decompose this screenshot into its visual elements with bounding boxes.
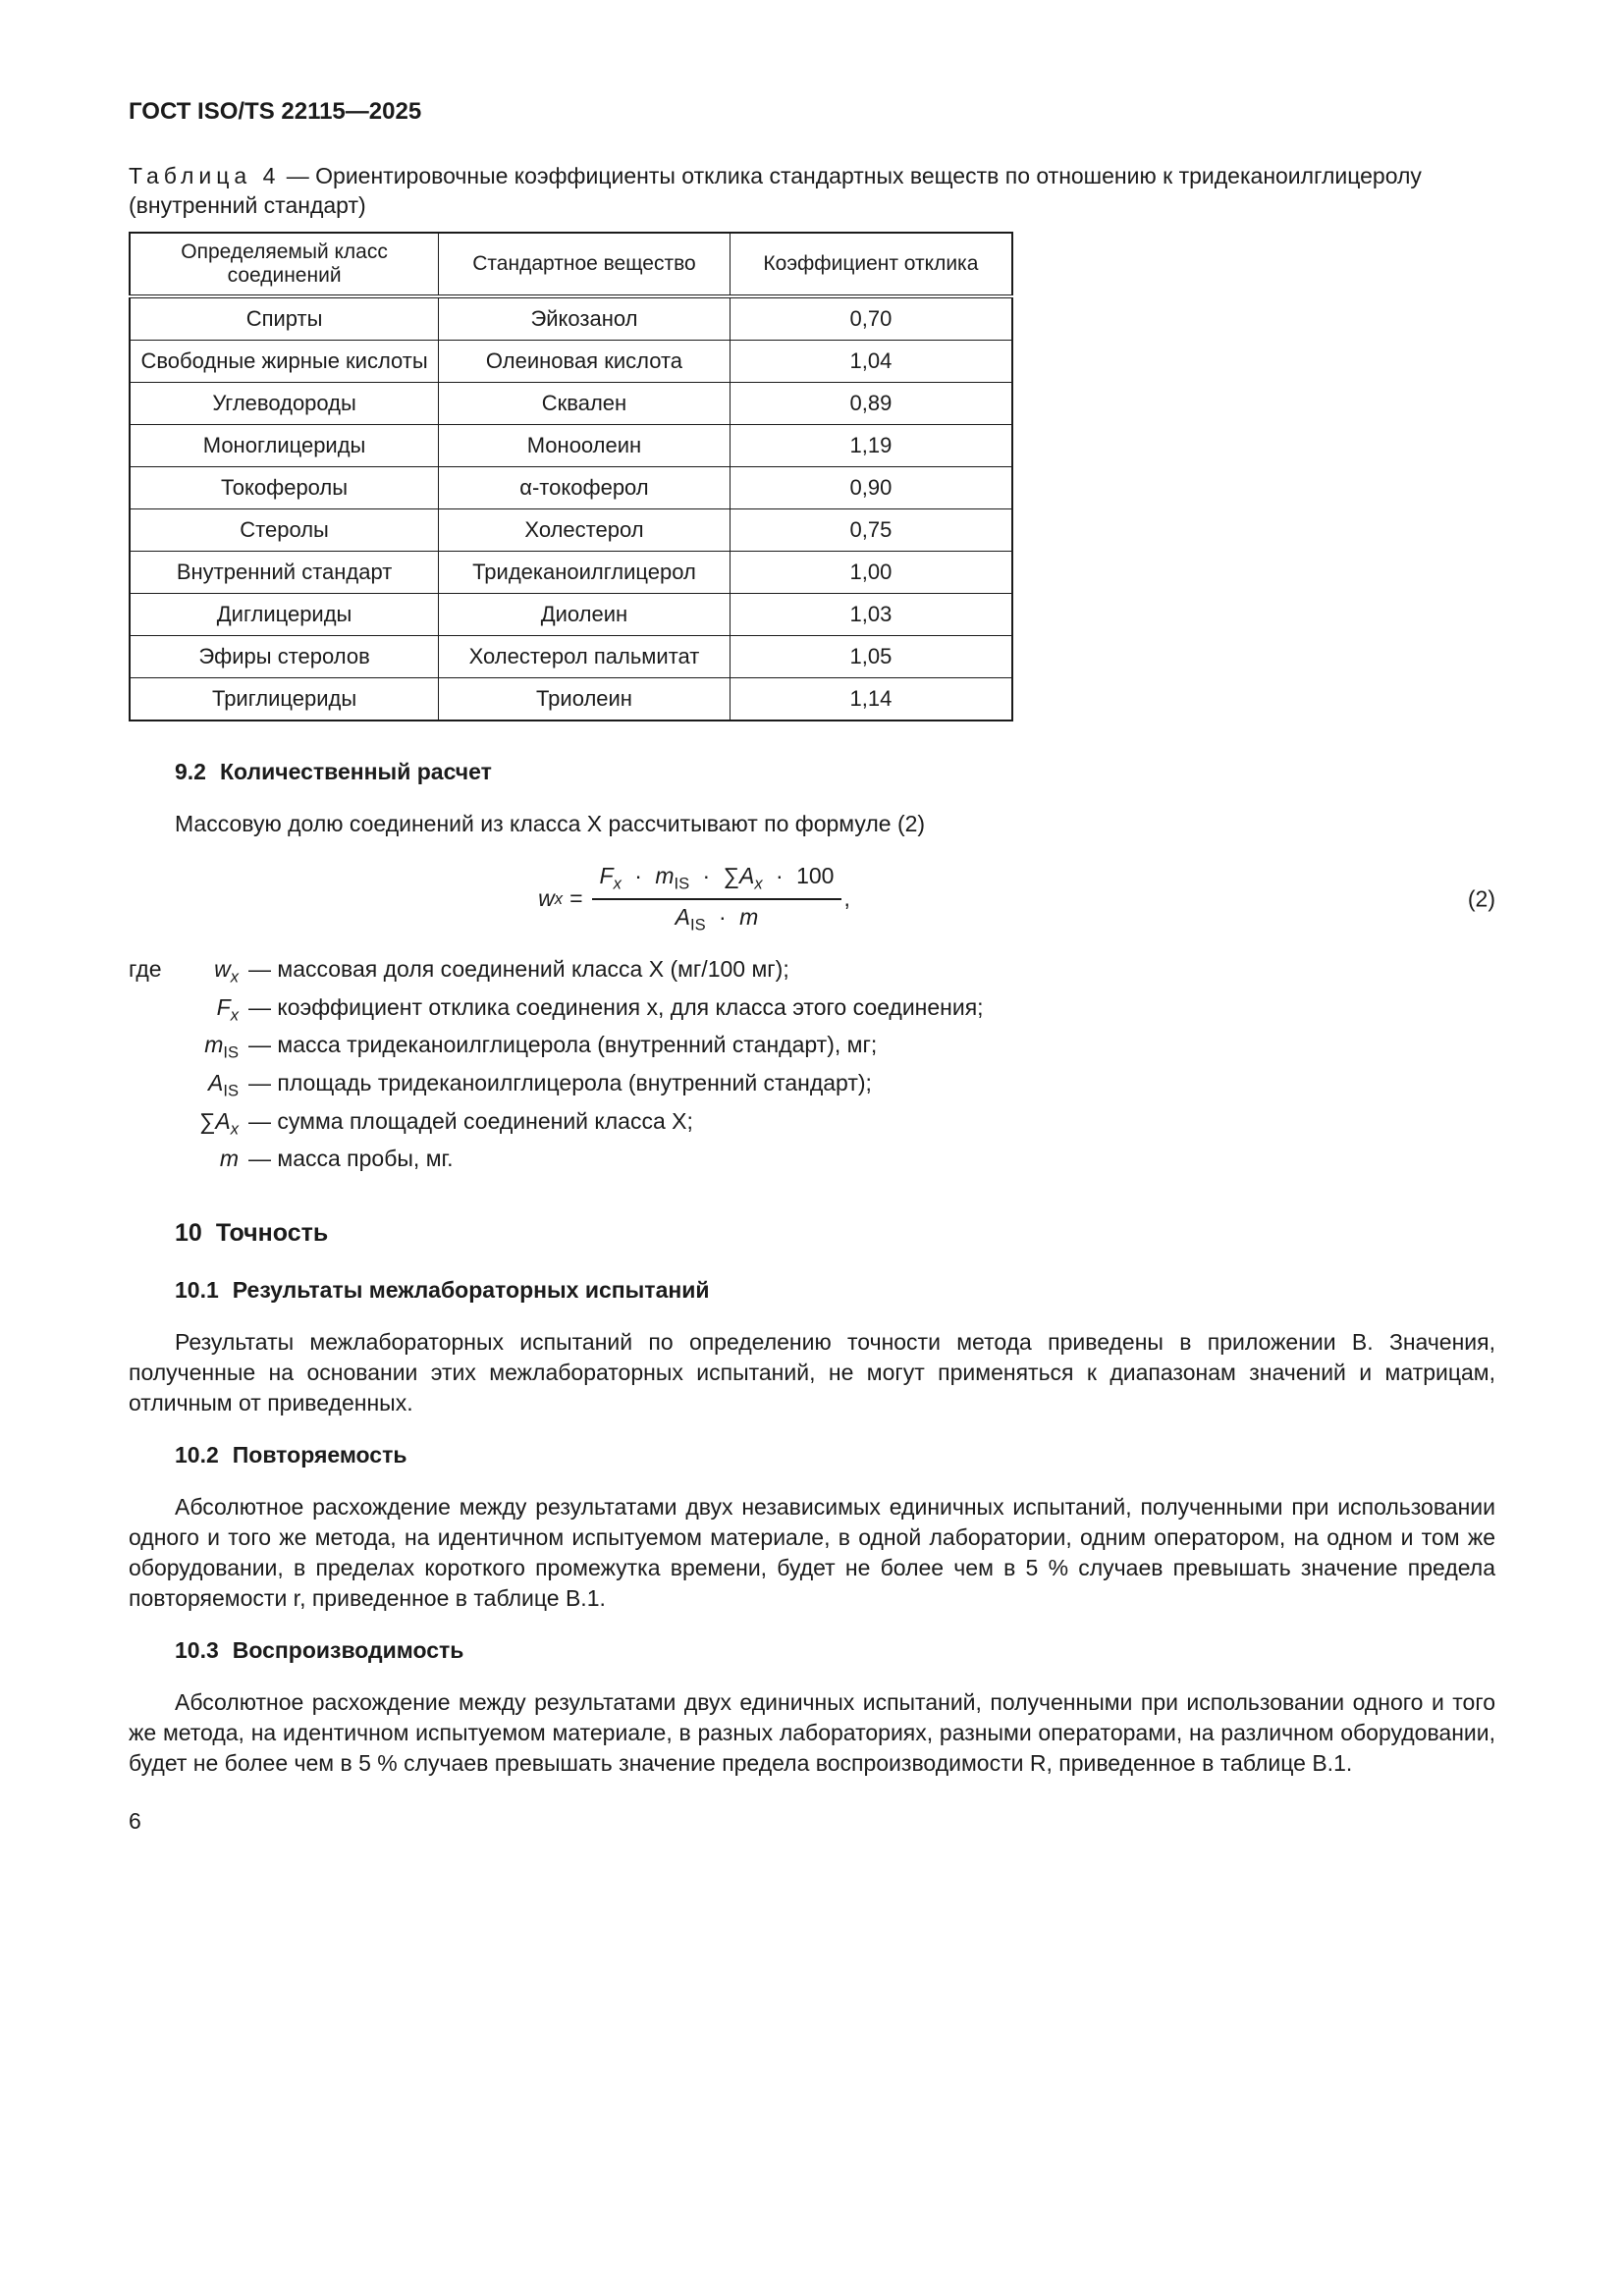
table-cell: Триолеин bbox=[439, 678, 731, 721]
table-caption-label: Таблица 4 bbox=[129, 163, 281, 188]
heading-number: 9.2 bbox=[175, 759, 206, 784]
formula-equals: = bbox=[569, 885, 583, 912]
heading-number: 10.1 bbox=[175, 1276, 219, 1303]
table-row bbox=[130, 594, 1012, 636]
formula-F: F bbox=[599, 863, 614, 888]
definition-text: — сумма площадей соединений класса X; bbox=[248, 1107, 693, 1134]
table-caption bbox=[129, 161, 1495, 220]
definition-row bbox=[129, 992, 1495, 1031]
definition-text: — масса пробы, мг. bbox=[248, 1146, 454, 1172]
heading-text: Повторяемость bbox=[232, 1441, 407, 1468]
definition-lead bbox=[129, 1106, 178, 1145]
definition-row bbox=[129, 1068, 1495, 1106]
table-header-row bbox=[130, 233, 1012, 296]
table-cell: Токоферолы bbox=[130, 467, 439, 509]
table-row bbox=[130, 509, 1012, 552]
formula-numerator bbox=[592, 863, 842, 900]
formula-A: A bbox=[738, 863, 755, 888]
table-cell: Сквален bbox=[439, 383, 731, 425]
table-cell: 1,05 bbox=[730, 636, 1012, 678]
definition-term: $m_{IS}$ bbox=[204, 1032, 239, 1062]
heading-text: Воспроизводимость bbox=[232, 1636, 464, 1663]
table-cell: Внутренний стандарт bbox=[130, 552, 439, 594]
definition-lead bbox=[129, 992, 178, 1031]
table-cell: Спирты bbox=[130, 296, 439, 341]
formula-F-sub: x bbox=[613, 874, 622, 893]
formula-expression bbox=[11, 863, 1378, 934]
heading-10-2 bbox=[129, 1442, 1495, 1468]
definition-row bbox=[129, 954, 1495, 992]
heading-number: 10 bbox=[175, 1218, 202, 1247]
formula-sigma: ∑ bbox=[723, 863, 739, 888]
paragraph-10-3: Абсолютное расхождение между результатами двух единичных испытаний, полученными при использовании одного и того же метода, на идентичном испытуемом материале, в разных лабораториях, разными операторами, на различном оборудовании, будет не более чем в 5 % случаев превышать значение предела воспроизводимости R, приведенное в таблице В.1. bbox=[129, 1688, 1495, 1776]
paragraph-10-1: Результаты межлабораторных испытаний по определению точности метода приведены в приложении В. Значения, полученные на основании этих межлабораторных испытаний, не могут применяться к диапазонам значений и матрицам, отличным от приведенных. bbox=[129, 1328, 1495, 1415]
formula-A-sub: x bbox=[754, 874, 763, 893]
table-row bbox=[130, 678, 1012, 721]
formula-2 bbox=[129, 863, 1495, 934]
heading-9-2 bbox=[129, 759, 1495, 785]
definition-lead bbox=[129, 1068, 178, 1106]
formula-comma: , bbox=[843, 885, 850, 912]
definition-term: $\sum A_x$ bbox=[198, 1107, 239, 1139]
table-cell: 1,19 bbox=[730, 425, 1012, 467]
table-row bbox=[130, 467, 1012, 509]
definition-term: $F_x$ bbox=[216, 993, 239, 1025]
table-row bbox=[130, 425, 1012, 467]
column-header-substance: Стандартное вещество bbox=[439, 233, 731, 296]
column-header-coefficient: Коэффициент отклика bbox=[730, 233, 1012, 296]
definition-lead bbox=[129, 1030, 178, 1068]
table-cell: Диолеин bbox=[439, 594, 731, 636]
table-cell: Углеводороды bbox=[130, 383, 439, 425]
formula-number: (2) bbox=[1467, 885, 1495, 912]
formula-definitions bbox=[129, 954, 1495, 1182]
definition-term: $w_x$ bbox=[214, 956, 239, 987]
formula-dot: · bbox=[776, 863, 784, 888]
formula-A-is: A bbox=[675, 903, 691, 930]
heading-10-3 bbox=[129, 1637, 1495, 1664]
table-cell: 1,03 bbox=[730, 594, 1012, 636]
table-cell: 0,90 bbox=[730, 467, 1012, 509]
table-row bbox=[130, 296, 1012, 341]
heading-number: 10.3 bbox=[175, 1636, 219, 1663]
table-cell: Холестерол пальмитат bbox=[439, 636, 731, 678]
table-cell: Тридеканоилглицерол bbox=[439, 552, 731, 594]
definition-row bbox=[129, 1106, 1495, 1145]
definition-lead bbox=[129, 1144, 178, 1182]
definition-term: m bbox=[219, 1146, 239, 1172]
formula-100: 100 bbox=[796, 863, 835, 888]
formula-A-is-sub: IS bbox=[690, 915, 706, 934]
heading-text: Количественный расчет bbox=[219, 759, 492, 784]
formula-m-is: m bbox=[655, 863, 675, 888]
table-cell: Триглицериды bbox=[130, 678, 439, 721]
table-cell: Олеиновая кислота bbox=[439, 341, 731, 383]
formula-fraction bbox=[592, 863, 842, 934]
definition-text: — масса тридеканоилглицерола (внутренний стандарт), мг; bbox=[248, 1032, 878, 1058]
definition-row bbox=[129, 1144, 1495, 1182]
table-cell: 1,14 bbox=[730, 678, 1012, 721]
heading-number: 10.2 bbox=[175, 1441, 219, 1468]
column-header-class: Определяемый класс соединений bbox=[130, 233, 439, 296]
page-number: 6 bbox=[129, 1807, 141, 1834]
definition-text: — коэффициент отклика соединения x, для класса этого соединения; bbox=[248, 993, 984, 1020]
formula-denominator bbox=[592, 900, 842, 935]
table-cell: Моноолеин bbox=[439, 425, 731, 467]
table-cell: Моноглицериды bbox=[130, 425, 439, 467]
table-row bbox=[130, 552, 1012, 594]
table-caption-text: — Ориентировочные коэффициенты отклика стандартных веществ по отношению к тридеканоилглицеролу (внутренний стандарт) bbox=[129, 163, 1422, 218]
heading-10 bbox=[129, 1219, 1495, 1248]
table-row bbox=[130, 636, 1012, 678]
formula-dot: · bbox=[702, 863, 711, 888]
heading-text: Результаты межлабораторных испытаний bbox=[232, 1276, 710, 1303]
formula-m-is-sub: IS bbox=[674, 874, 690, 893]
table-cell: Стеролы bbox=[130, 509, 439, 552]
table-cell: 1,04 bbox=[730, 341, 1012, 383]
formula-dot: · bbox=[719, 903, 727, 930]
heading-text: Точность bbox=[215, 1218, 329, 1247]
table-cell: α-токоферол bbox=[439, 467, 731, 509]
table-cell: Диглицериды bbox=[130, 594, 439, 636]
definition-term: $A_{IS}$ bbox=[208, 1069, 239, 1100]
table-row bbox=[130, 341, 1012, 383]
definition-row bbox=[129, 1030, 1495, 1068]
table-cell: Эйкозанол bbox=[439, 296, 731, 341]
response-coefficients-table bbox=[129, 232, 1013, 721]
document-header: ГОСТ ISO/TS 22115—2025 bbox=[129, 98, 422, 125]
paragraph-9-2-intro: Массовую долю соединений из класса X рассчитывают по формуле (2) bbox=[175, 811, 926, 836]
table-cell: Холестерол bbox=[439, 509, 731, 552]
formula-m: m bbox=[739, 903, 759, 930]
table-row bbox=[130, 383, 1012, 425]
definition-text: — массовая доля соединений класса X (мг/100 мг); bbox=[248, 956, 789, 983]
table-cell: Свободные жирные кислоты bbox=[130, 341, 439, 383]
definition-text: — площадь тридеканоилглицерола (внутренний стандарт); bbox=[248, 1069, 872, 1095]
definition-lead: где bbox=[129, 956, 162, 983]
paragraph-10-2: Абсолютное расхождение между результатами двух независимых единичных испытаний, полученными при использовании одного и того же метода, на идентичном испытуемом материале, в одной лаборатории, одним оператором, на одном и том же оборудовании, в пределах короткого промежутка времени, будет не более чем в 5 % случаев превышать значение предела повторяемости r, приведенное в таблице В.1. bbox=[129, 1493, 1495, 1611]
table-cell: 0,70 bbox=[730, 296, 1012, 341]
table-cell: 1,00 bbox=[730, 552, 1012, 594]
formula-dot: · bbox=[634, 863, 642, 888]
table-cell: 0,75 bbox=[730, 509, 1012, 552]
formula-w-sub: x bbox=[554, 888, 564, 908]
formula-w: w bbox=[538, 885, 555, 912]
table-cell: Эфиры стеролов bbox=[130, 636, 439, 678]
heading-10-1 bbox=[129, 1277, 1495, 1304]
table-cell: 0,89 bbox=[730, 383, 1012, 425]
